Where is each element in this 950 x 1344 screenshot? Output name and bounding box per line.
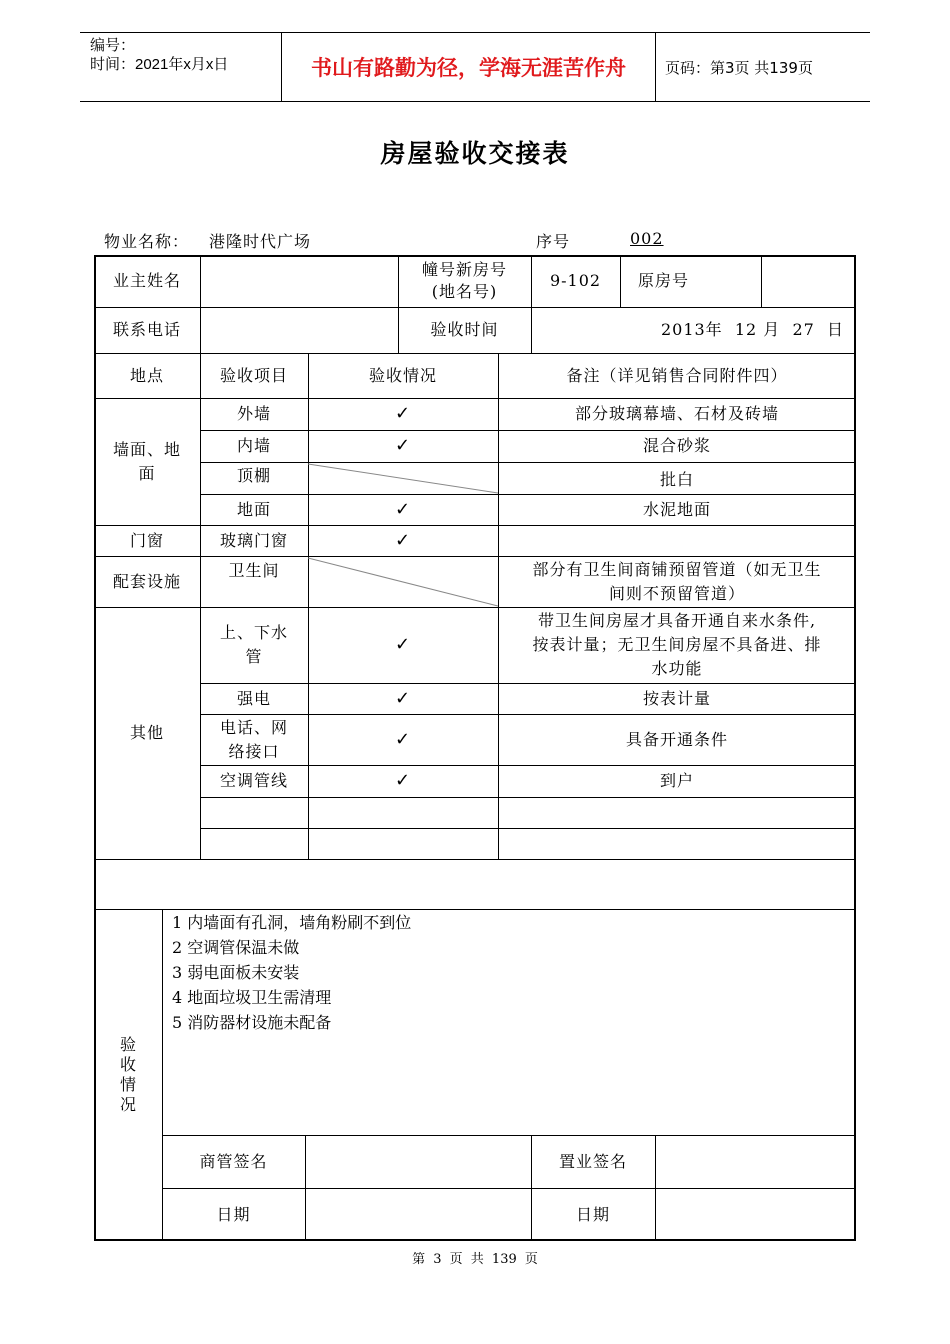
manager-date-field[interactable] (305, 1188, 531, 1241)
serial-label: 序号 (536, 232, 571, 251)
inspection-label-char: 况 (119, 1095, 136, 1114)
phone-value (200, 307, 398, 353)
item-name (200, 607, 308, 683)
buyer-signature-field[interactable] (655, 1135, 856, 1188)
group-label-line: 面 (138, 463, 156, 483)
check-icon: ✓ (394, 770, 412, 791)
inspection-label-char: 情 (119, 1075, 136, 1094)
item-note (498, 607, 856, 683)
property-value: 港隆时代广场 (209, 232, 312, 251)
col-header-location: 地点 (129, 365, 164, 385)
old-room-value (761, 255, 856, 307)
check-icon: ✓ (394, 498, 412, 520)
item-name (200, 714, 308, 765)
note-line: 水功能 (651, 659, 703, 678)
group-other: 其他 (129, 723, 164, 742)
phone-label: 联系电话 (112, 320, 181, 339)
item-note (498, 525, 856, 556)
page-info: 页码：第3页 共139页 (665, 58, 813, 77)
item-name-line: 管 (245, 647, 263, 666)
group-door-window: 门窗 (129, 530, 164, 550)
row-divider (200, 797, 856, 798)
header-left (80, 33, 280, 101)
issue-item: 2 空调管保温未做 (172, 938, 300, 957)
issue-item: 1 内墙面有孔洞，墙角粉刷不到位 (172, 913, 412, 932)
doc-number-label: 编号： (90, 37, 136, 54)
check-icon: ✓ (394, 687, 412, 709)
item-name: 地面 (236, 499, 271, 519)
buyer-date-field[interactable] (655, 1188, 856, 1241)
item-note: 部分玻璃幕墙、石材及砖墙 (574, 404, 779, 423)
owner-name-value (200, 255, 398, 307)
status-empty (308, 462, 498, 494)
item-name: 强电 (236, 688, 271, 708)
check-icon: ✓ (394, 529, 412, 551)
note-line: 带卫生间房屋才具备开通自来水条件, (537, 611, 817, 630)
item-name: 空调管线 (219, 771, 288, 790)
note-line: 间则不预留管道） (608, 583, 745, 603)
buyer-signature-label: 置业签名 (558, 1151, 627, 1171)
accept-time-value: 2013年 12 月 27 日 (660, 320, 844, 339)
item-note (498, 556, 856, 607)
group-label-line: 墙面、地 (112, 439, 181, 459)
item-name-line: 络接口 (228, 741, 280, 761)
group-wall-floor (94, 398, 200, 525)
issue-item: 3 弱电面板未安装 (172, 963, 300, 982)
note-line: 部分有卫生间商铺预留管道（如无卫生 (532, 559, 822, 579)
inspection-label-char: 收 (119, 1055, 136, 1074)
item-note: 水泥地面 (642, 499, 711, 519)
manager-signature-field[interactable] (305, 1135, 531, 1188)
manager-signature-label: 商管签名 (199, 1151, 268, 1171)
item-note: 按表计量 (642, 688, 711, 708)
issue-item: 5 消防器材设施未配备 (172, 1013, 332, 1032)
status-empty (308, 556, 498, 607)
old-room-label: 原房号 (638, 271, 690, 290)
manager-date-label: 日期 (216, 1204, 251, 1224)
check-icon: ✓ (394, 403, 412, 424)
issue-item: 4 地面垃圾卫生需清理 (172, 988, 332, 1007)
check-icon: ✓ (394, 634, 412, 655)
item-note: 到户 (659, 771, 694, 790)
note-line: 按表计量；无卫生间房屋不具备进、排 (532, 635, 822, 654)
new-room-value: 9-102 (549, 271, 602, 290)
check-icon: ✓ (394, 435, 412, 456)
group-facilities: 配套设施 (112, 571, 181, 591)
inspection-label-char: 验 (119, 1035, 136, 1054)
inspection-issues (172, 910, 411, 1035)
accept-time-label: 验收时间 (430, 320, 499, 339)
item-name-line: 上、下水 (219, 623, 288, 642)
time-label: 时间：2021年x月x日 (90, 56, 229, 73)
item-name: 内墙 (236, 436, 271, 455)
item-note: 具备开通条件 (625, 729, 728, 749)
document-title: 房屋验收交接表 (380, 139, 570, 168)
motto: 书山有路勤为径，学海无涯苦作舟 (281, 33, 656, 101)
inspection-label (116, 1035, 140, 1115)
page-header (80, 32, 870, 102)
item-note: 批白 (659, 470, 694, 489)
check-icon: ✓ (394, 728, 412, 750)
new-room-label-line: 幢号新房号 (421, 260, 507, 279)
col-header-status: 验收情况 (368, 365, 437, 385)
serial-value: 002 (630, 229, 664, 248)
new-room-label (398, 255, 531, 307)
buyer-date-label: 日期 (575, 1204, 610, 1224)
item-name: 外墙 (236, 404, 271, 423)
page-footer: 第 3 页 共 139 页 (412, 1252, 538, 1267)
item-name: 卫生间 (228, 561, 280, 580)
col-header-note: 备注（详见销售合同附件四） (566, 365, 788, 385)
owner-name-label: 业主姓名 (112, 271, 181, 290)
item-name: 顶棚 (236, 466, 271, 485)
item-name-line: 电话、网 (219, 717, 288, 737)
item-note: 混合砂浆 (642, 436, 711, 455)
new-room-label-line: (地名号) (431, 282, 498, 301)
row-divider (94, 859, 856, 860)
property-label: 物业名称： (104, 232, 190, 251)
item-name: 玻璃门窗 (219, 530, 288, 550)
row-divider (200, 828, 856, 829)
col-header-item: 验收项目 (219, 365, 288, 385)
